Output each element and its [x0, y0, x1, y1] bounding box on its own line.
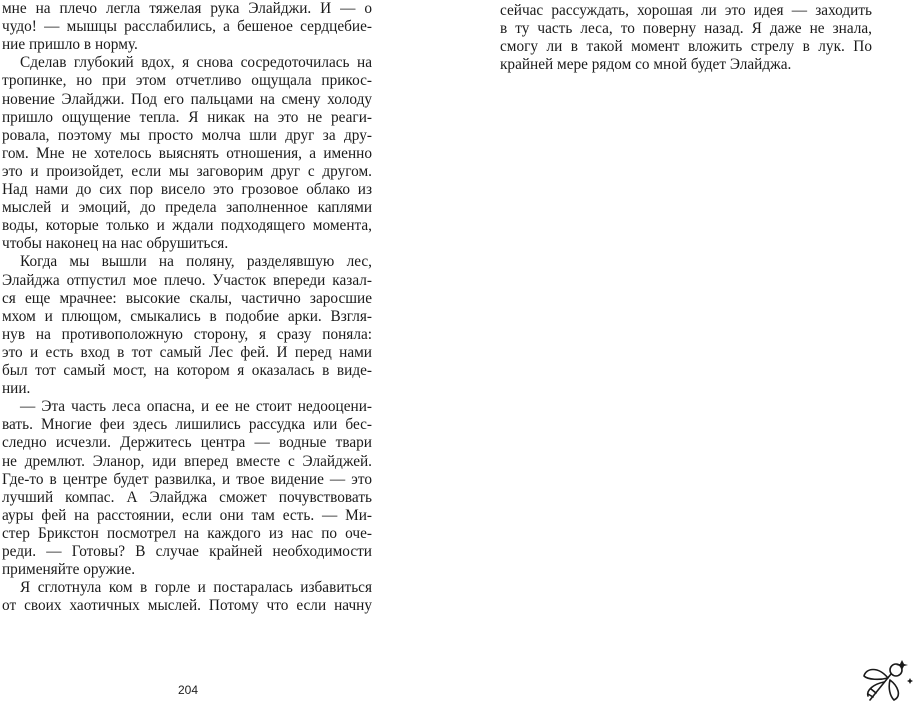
text-line: Сделав глубокий вдох, я снова сосредоточилась на [20, 54, 372, 71]
text-line: чудо! — мышцы расслабились, а бешеное сердцебие- [2, 18, 372, 35]
text-line: это и есть вход в тот самый Лес фей. И перед нами [2, 344, 372, 361]
text-line: Где-то в центре будет развилка, и твое видение — это [2, 471, 372, 488]
text-line: стер Брикстон посмотрел на каждого из нас по оче- [2, 525, 372, 542]
text-line: мыслей и эмоций, до предела заполненное каплями [2, 199, 372, 216]
text-line: гом. Мне не хотелось выяснять отношения, а именно [2, 145, 372, 162]
text-line: воды, которые только и ждали подходящего момента, [2, 217, 372, 234]
text-line: мне на плечо легла тяжелая рука Элайджи. И — о [2, 0, 372, 17]
text-line: сейчас рассуждать, хорошая ли это идея — заходить [500, 2, 872, 19]
text-line: от своих хаотичных мыслей. Потому что если начну [2, 597, 372, 614]
text-line: крайней мере рядом со мной будет Элайджа. [500, 56, 792, 73]
text-line: реди. — Готовы? В случае крайней необходимости [2, 543, 372, 560]
text-line: мхом и плющом, смыкались в подобие арки. Взгля- [2, 308, 372, 325]
text-line: применяйте оружие. [2, 561, 136, 578]
text-line: лучший компас. А Элайджа сможет почувствовать [2, 489, 372, 506]
text-line: не дремлют. Эланор, иди вперед вместе с Элайджей. [2, 453, 372, 470]
text-line: ся еще мрачнее: высокие скалы, частично заросшие [2, 290, 372, 307]
text-line: тропинке, но при этом отчетливо ощущала прикос- [2, 72, 372, 89]
text-line: был тот самый мост, на котором я оказалась в виде- [2, 362, 372, 379]
text-line: ауры фей на расстоянии, если они там есть. — Ми- [2, 507, 372, 524]
text-line: ние пришло в норму. [2, 36, 138, 53]
text-line: пришло ощущение тепла. Я никак на это не реаги- [2, 109, 372, 126]
text-line: чтобы наконец на нас обрушиться. [2, 235, 229, 252]
text-line: нии. [2, 380, 31, 397]
text-line: следно исчезли. Держитесь центра — водные твари [2, 434, 372, 451]
page-number: 204 [178, 683, 199, 697]
text-line: нув на противоположную сторону, я сразу поняла: [2, 326, 372, 343]
text-line: в ту часть леса, то поверну назад. Я даже не знала, [500, 20, 872, 37]
text-line: Когда мы вышли на поляну, разделявшую лес, [20, 253, 372, 270]
text-line: вать. Многие феи здесь лишились рассудка или бес- [2, 416, 372, 433]
fairy-key-icon [858, 656, 916, 708]
text-line: это и произойдет, если мы заговорим друг с другом. [2, 163, 372, 180]
text-line: Над нами до сих пор висело это грозовое облако из [2, 181, 372, 198]
text-line: Я сглотнула ком в горле и постаралась избавиться [20, 579, 372, 596]
text-line: новение Элайджи. Под его пальцами на смену холоду [2, 91, 372, 108]
text-line: — Эта часть леса опасна, и ее не стоит недооцени- [20, 398, 372, 415]
text-line: ровала, поэтому мы просто молча шли друг за дру- [2, 127, 372, 144]
text-line: смогу ли в такой момент вложить стрелу в лук. По [500, 38, 872, 55]
text-line: Элайджа отпустил мое плечо. Участок впереди казал- [2, 272, 372, 289]
